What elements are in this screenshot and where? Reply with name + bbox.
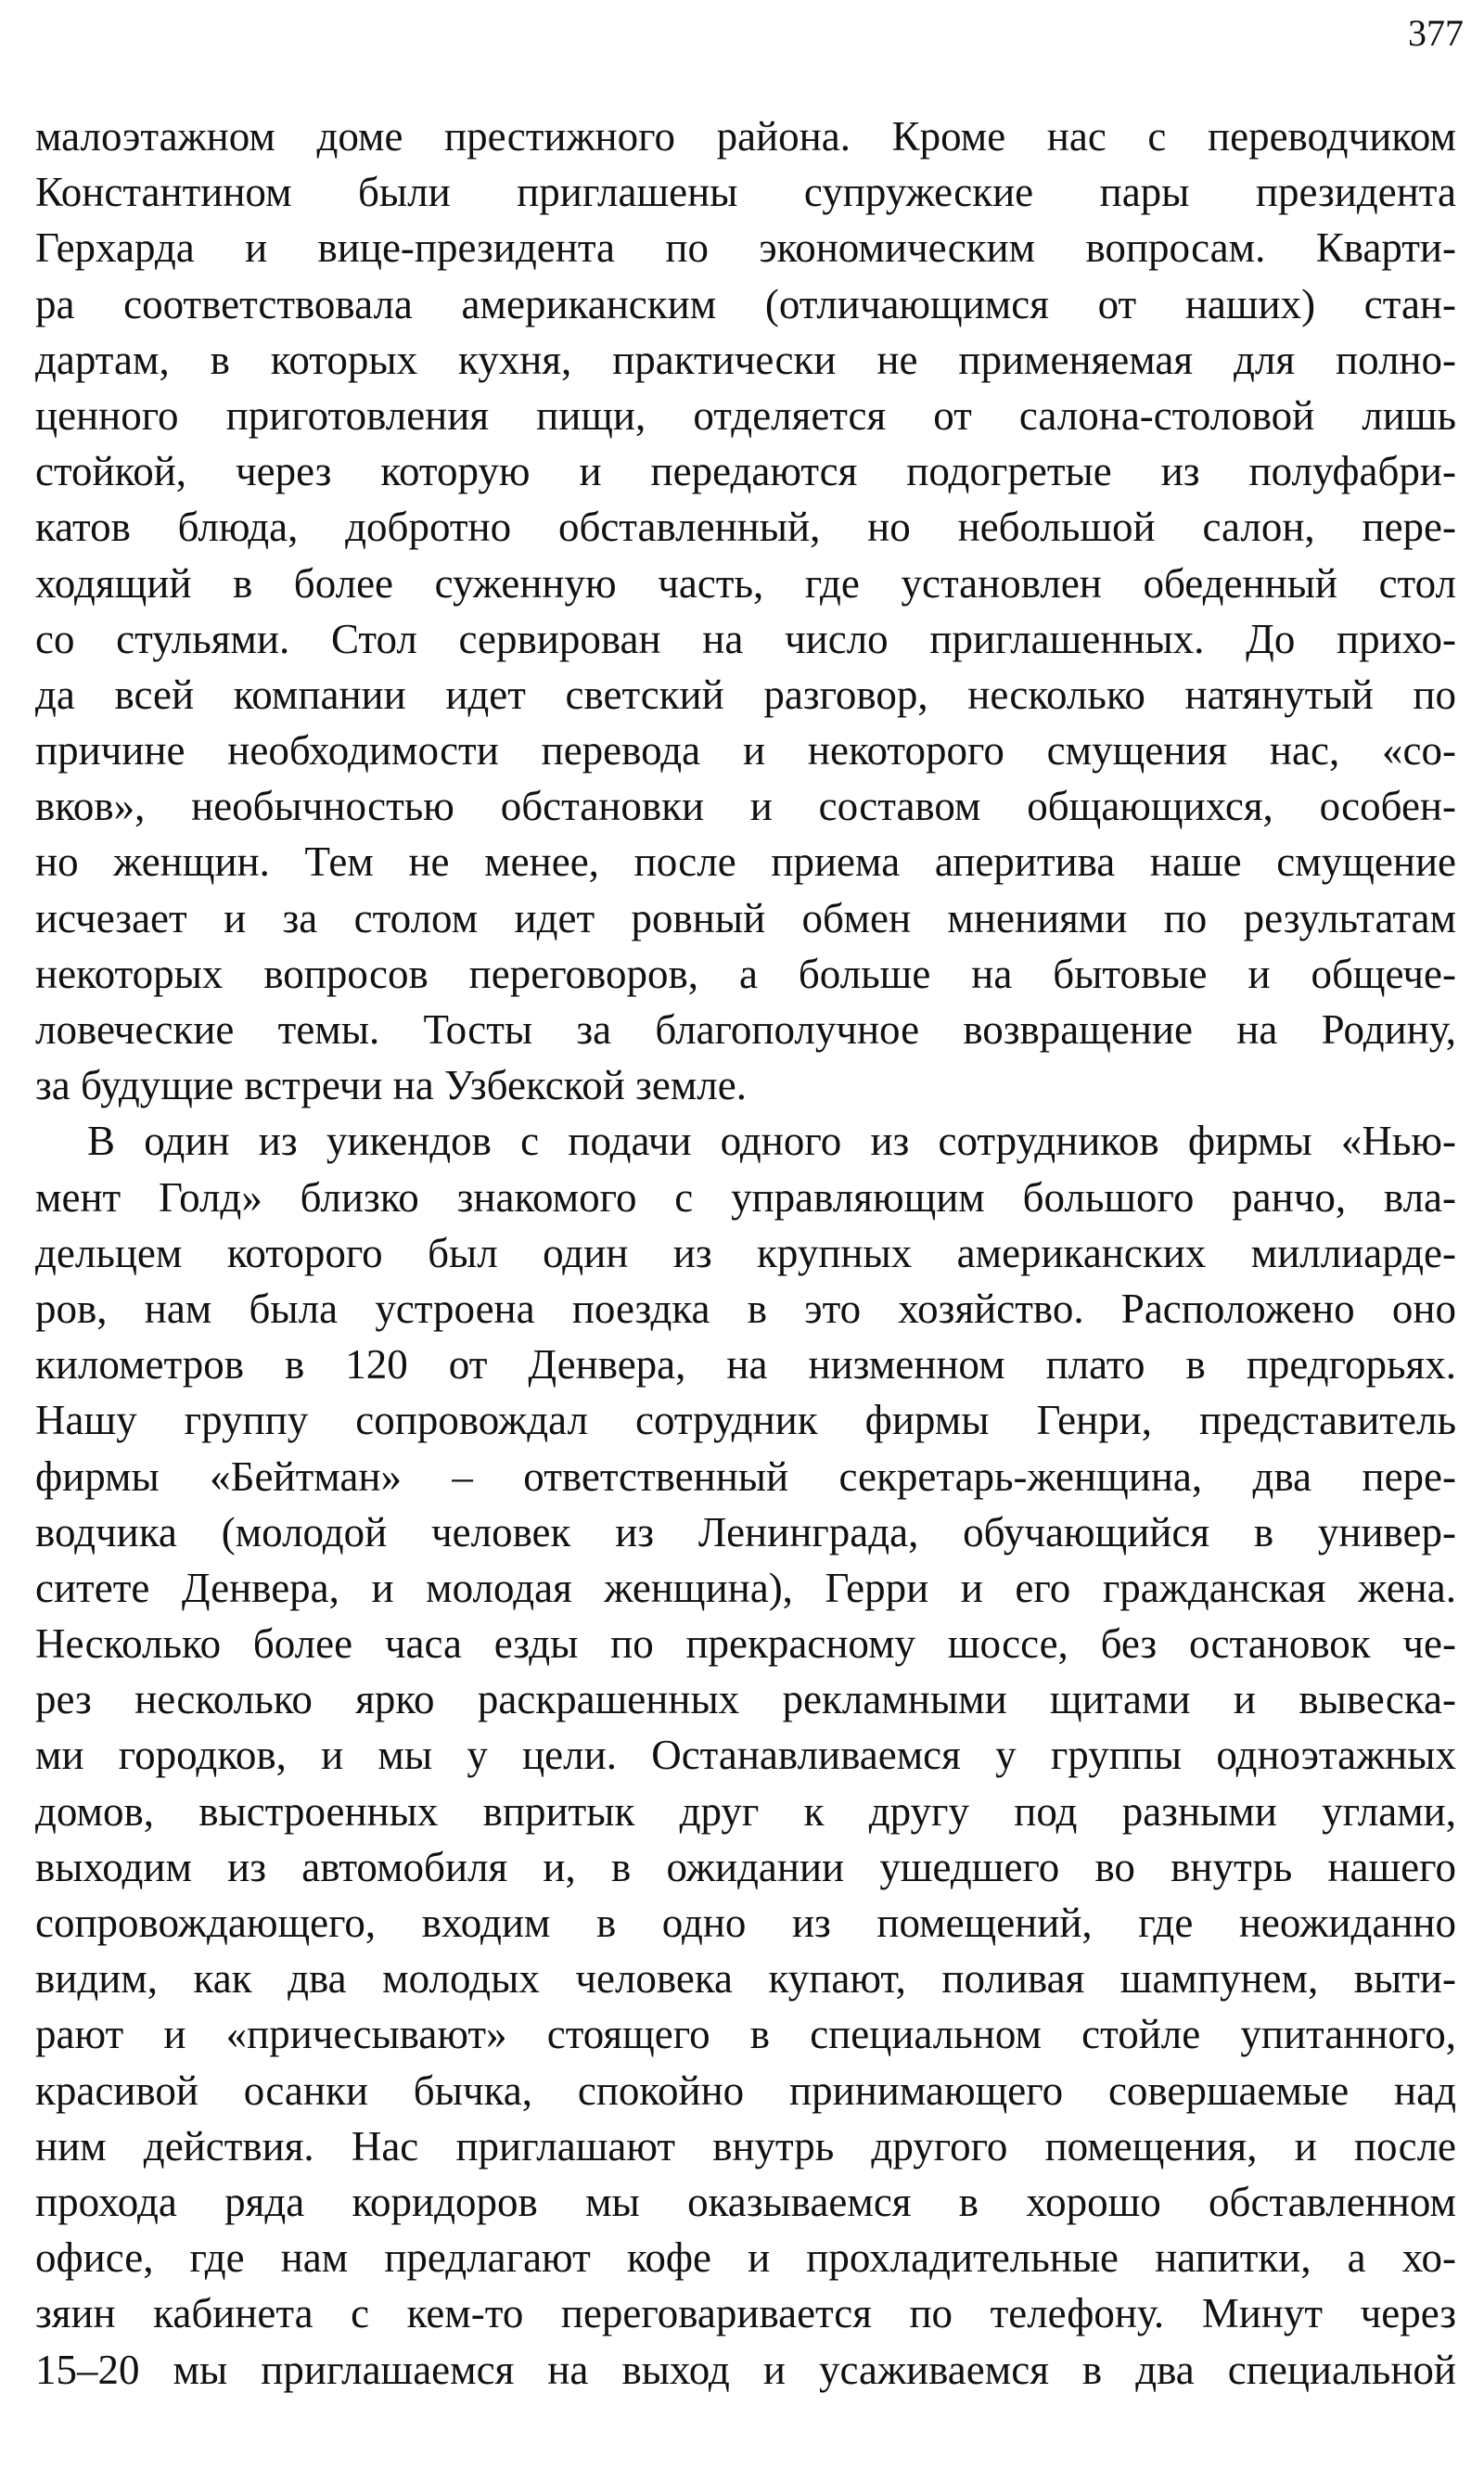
text-line: ним действия. Нас приглашают внутрь другого помещения, и после bbox=[35, 2122, 1456, 2169]
text-line: исчезает и за столом идет ровный обмен мнениями по результатам bbox=[35, 894, 1456, 941]
text-line: офисе, где нам предлагают кофе и прохладительные напитки, а хо- bbox=[35, 2234, 1456, 2282]
text-line: дельцем которого был один из крупных американских миллиарде- bbox=[35, 1229, 1456, 1276]
text-line: выходим из автомобиля и, в ожидании ушедшего во внутрь нашего bbox=[35, 1843, 1456, 1890]
text-line: причине необходимости перевода и некоторого смущения нас, «со- bbox=[35, 727, 1456, 774]
text-line: некоторых вопросов переговоров, а больше на бытовые и общече- bbox=[35, 950, 1456, 997]
text-line: да всей компании идет светский разговор, несколько натянутый по bbox=[35, 671, 1456, 718]
text-line: ми городков, и мы у цели. Останавливаемся у группы одноэтажных bbox=[35, 1732, 1456, 1779]
text-line: Герхарда и вице-президента по экономическим вопросам. Кварти- bbox=[35, 224, 1456, 272]
text-line: водчика (молодой человек из Ленинграда, обучающийся в универ- bbox=[35, 1508, 1456, 1555]
text-line: рают и «причесывают» стоящего в специальном стойле упитанного, bbox=[35, 2011, 1456, 2058]
text-line: малоэтажном доме престижного района. Кроме нас с переводчиком bbox=[35, 113, 1456, 160]
page-number: 377 bbox=[1408, 12, 1464, 54]
text-line: за будущие встречи на Узбекской земле. bbox=[35, 1062, 747, 1109]
text-line: видим, как два молодых человека купают, поливая шампунем, выти- bbox=[35, 1955, 1456, 2003]
text-line: ситете Денвера, и молодая женщина), Герри и его гражданская жена. bbox=[35, 1564, 1456, 1611]
text-line: красивой осанки бычка, спокойно принимающего совершаемые над bbox=[35, 2067, 1456, 2114]
text-line: ров, нам была устроена поездка в это хозяйство. Расположено оно bbox=[35, 1285, 1456, 1332]
text-line: но женщин. Тем не менее, после приема аперитива наше смущение bbox=[35, 838, 1456, 886]
text-line: со стульями. Стол сервирован на число приглашенных. До прихо- bbox=[35, 615, 1456, 662]
text-line: стойкой, через которую и передаются подогретые из полуфабри- bbox=[35, 448, 1456, 495]
text-line: километров в 120 от Денвера, на низменном плато в предгорьях. bbox=[35, 1341, 1456, 1389]
text-line: домов, выстроенных впритык друг к другу под разными углами, bbox=[35, 1787, 1456, 1835]
text-line: 15–20 мы приглашаемся на выход и усаживаемся в два специальной bbox=[35, 2346, 1456, 2393]
text-line: вков», необычностью обстановки и составом общающихся, особен- bbox=[35, 783, 1456, 830]
paragraph-start-line: В один из уикендов с подачи одного из сотрудников фирмы «Нью- bbox=[87, 1118, 1456, 1165]
text-line: фирмы «Бейтман» – ответственный секретарь-женщина, два пере- bbox=[35, 1453, 1456, 1500]
text-line: Константином были приглашены супружеские пары президента bbox=[35, 169, 1456, 216]
text-line: мент Голд» близко знакомого с управляющим большого ранчо, вла- bbox=[35, 1173, 1456, 1221]
text-line: зяин кабинета с кем-то переговаривается по телефону. Минут через bbox=[35, 2290, 1456, 2337]
text-line: ходящий в более суженную часть, где установлен обеденный стол bbox=[35, 559, 1456, 607]
text-line: рез несколько ярко раскрашенных рекламными щитами и вывеска- bbox=[35, 1676, 1456, 1723]
text-line: ра соответствовала американским (отличающимся от наших) стан- bbox=[35, 280, 1456, 327]
text-line: дартам, в которых кухня, практически не применяемая для полно- bbox=[35, 336, 1456, 383]
text-line: ценного приготовления пищи, отделяется от салона-столовой лишь bbox=[35, 391, 1456, 439]
text-line: Несколько более часа езды по прекрасному шоссе, без остановок че- bbox=[35, 1620, 1456, 1668]
body-text bbox=[35, 109, 1456, 2398]
text-line: катов блюда, добротно обставленный, но небольшой салон, пере- bbox=[35, 504, 1456, 551]
text-line: ловеческие темы. Тосты за благополучное возвращение на Родину, bbox=[35, 1006, 1456, 1053]
text-line: сопровождающего, входим в одно из помещений, где неожиданно bbox=[35, 1900, 1456, 1946]
text-line: Нашу группу сопровождал сотрудник фирмы Генри, представитель bbox=[35, 1397, 1456, 1444]
text-line: прохода ряда коридоров мы оказываемся в хорошо обставленном bbox=[35, 2178, 1456, 2225]
